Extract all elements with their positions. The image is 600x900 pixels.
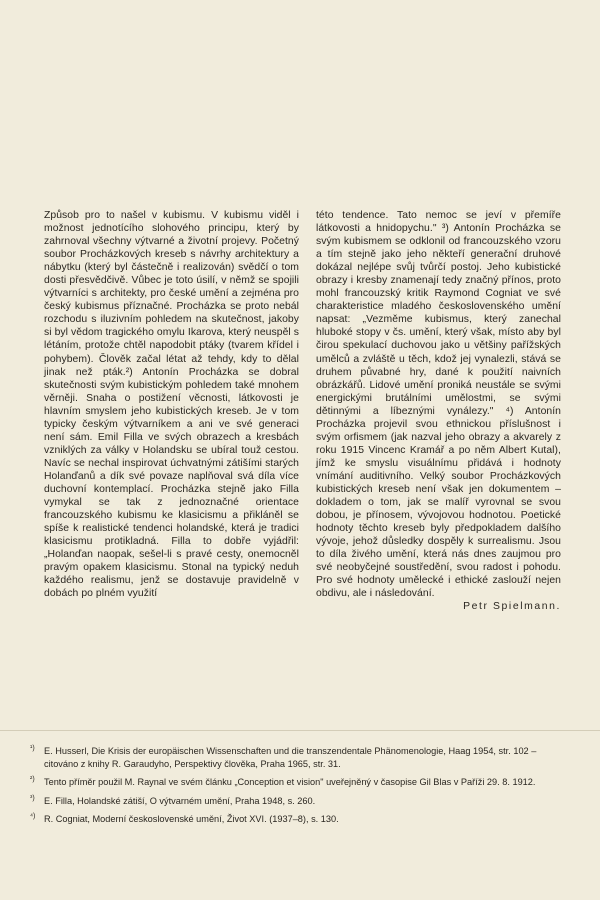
footnote-text: E. Husserl, Die Krisis der europäischen Wissenschaften und die transzendentale Phänomenologie, Haag 1954, str. 102 – citováno z knihy R. Garaudyho, Perspektivy člověka, Praha 1965, str. 31. <box>44 746 537 770</box>
footnote-text: E. Filla, Holandské zátiší, O výtvarném umění, Praha 1948, s. 260. <box>44 795 316 806</box>
footnote-item <box>30 745 570 771</box>
footnote-number: ⁴) <box>30 812 36 820</box>
paragraph-right: této tendence. Tato nemoc se jeví v přemíře látkovosti a hnidopychu." ³) Antonín Procházka se svým kubismem se odklonil od francouzského vzoru a tím stejně jako jeho někteří generační druhové dokázal nejlépe svůj tvůrčí postoj. Jeho kubistické obrazy i kresby znamenají tedy značný přínos, proto mohl francouzský kritik Raymond Cogniat ve své charakteristice mladého československého umění napsat: „Vezměme kubismus, který zanechal hluboké stopy v čs. umění, který však, místo aby byl čirou spekulací duchovou jako u většiny pařížských umělců a zvláště u těch, kdož jej vynalezli, stává se druhem půvabné hry, dané k použití naivních obrázkářů. Lidové umění proniká neustále se svými energickými brutálními umělostmi, se svými dětinnými a líbeznými vynálezy." ⁴) Antonín Procházka projevil svou ethnickou příslušnost i svým orfismem (jak nazval jeho obrazy a akvarely z roku 1915 Vincenc Kramář a po něm Albert Kutal), jímž ke smyslu visuálnímu přidává i hodnoty vnímání auditivního. Velký soubor Procházkových kubistických kreseb není však jen dokumentem – dokladem o tom, jak se malíř vyrovnal se svou dobou, je přínosem, vývojovou hodnotou. Poetické hodnoty těchto kreseb byly předpokladem dalšího vývoje, jehož důsledky dospěly k surrealismu. Jsou to díla živého umění, která nás dnes zaujmou pro své neobyčejné soustředění, svou radost i pohodu. Pro své hodnoty umělecké i ethické zaslouží nejen obdivu, ale i následování. <box>316 210 561 600</box>
author-signature: Petr Spielmann. <box>463 601 561 613</box>
footnote-divider <box>0 730 600 731</box>
footnote-item <box>30 795 570 808</box>
footnote-text: Tento příměr použil M. Raynal ve svém článku „Conception et vision" uveřejněný v časopise Gil Blas v Paříži 29. 8. 1912. <box>44 777 536 788</box>
footnote-item <box>30 776 570 789</box>
footnote-item <box>30 813 570 826</box>
footnote-number: ³) <box>30 794 35 802</box>
footnote-text: R. Cogniat, Moderní československé umění, Život XVI. (1937–8), s. 130. <box>44 813 339 824</box>
footnotes <box>30 745 570 831</box>
footnote-number: ¹) <box>30 745 35 752</box>
body-column-left <box>44 209 299 600</box>
paragraph-left: Způsob pro to našel v kubismu. V kubismu viděl i možnost jednotícího slohového principu, který by zahrnoval všechny výtvarné a životní projevy. Početný soubor Procházkových kreseb s návrhy architektury a nábytku (který byl částečně i realizován) svědčí o tom dosti přesvědčivě. Vůbec je toto úsilí, v němž se spojili výtvarníci s architekty, pro české umění a zejména pro český kubismus příznačné. Procházka se proto nebál rozchodu s iluzivním pohledem na skutečnost, jakoby si byl vědom tragického omylu Ikarova, který neuspěl s létáním, protože chtěl napodobit ptáky (tvarem křídel i pohybem). Člověk začal létat až tehdy, kdy to dělal jinak než pták.²) Antonín Procházka se dobral skutečnosti svým kubistickým pohledem také mnohem věrněji. Snaha o postižení věcnosti, látkovosti je hlavním smyslem jeho kubistických kreseb. Je v tom typicky českým výtvarníkem a ani ve své generaci není sám. Emil Filla ve svých obrazech a kresbách vzniklých za války v Holandsku se ubíral touž cestou. Navíc se nechal inspirovat úchvatnými zátišími starých Holanďanů a dík své povaze naplňoval svá díla více duchovní kontemplací. Procházka stejně jako Filla vymykal se tak z jednoznačné orientace francouzského kubismu ke klasicismu a přikláněl se spíše k realistické tendenci holandské, která je tradici klasicismu protikladná. Filla to dobře vyjádřil: „Holanďan naopak, sešel-li s pravé cesty, onemocněl pravým opakem klasicismu. Stonal na typický neduh každého realismu, jenž se dostavuje pravidelně v dobách po plném využití <box>44 210 299 600</box>
footnote-number: ²) <box>30 776 35 784</box>
body-column-right <box>316 209 561 613</box>
